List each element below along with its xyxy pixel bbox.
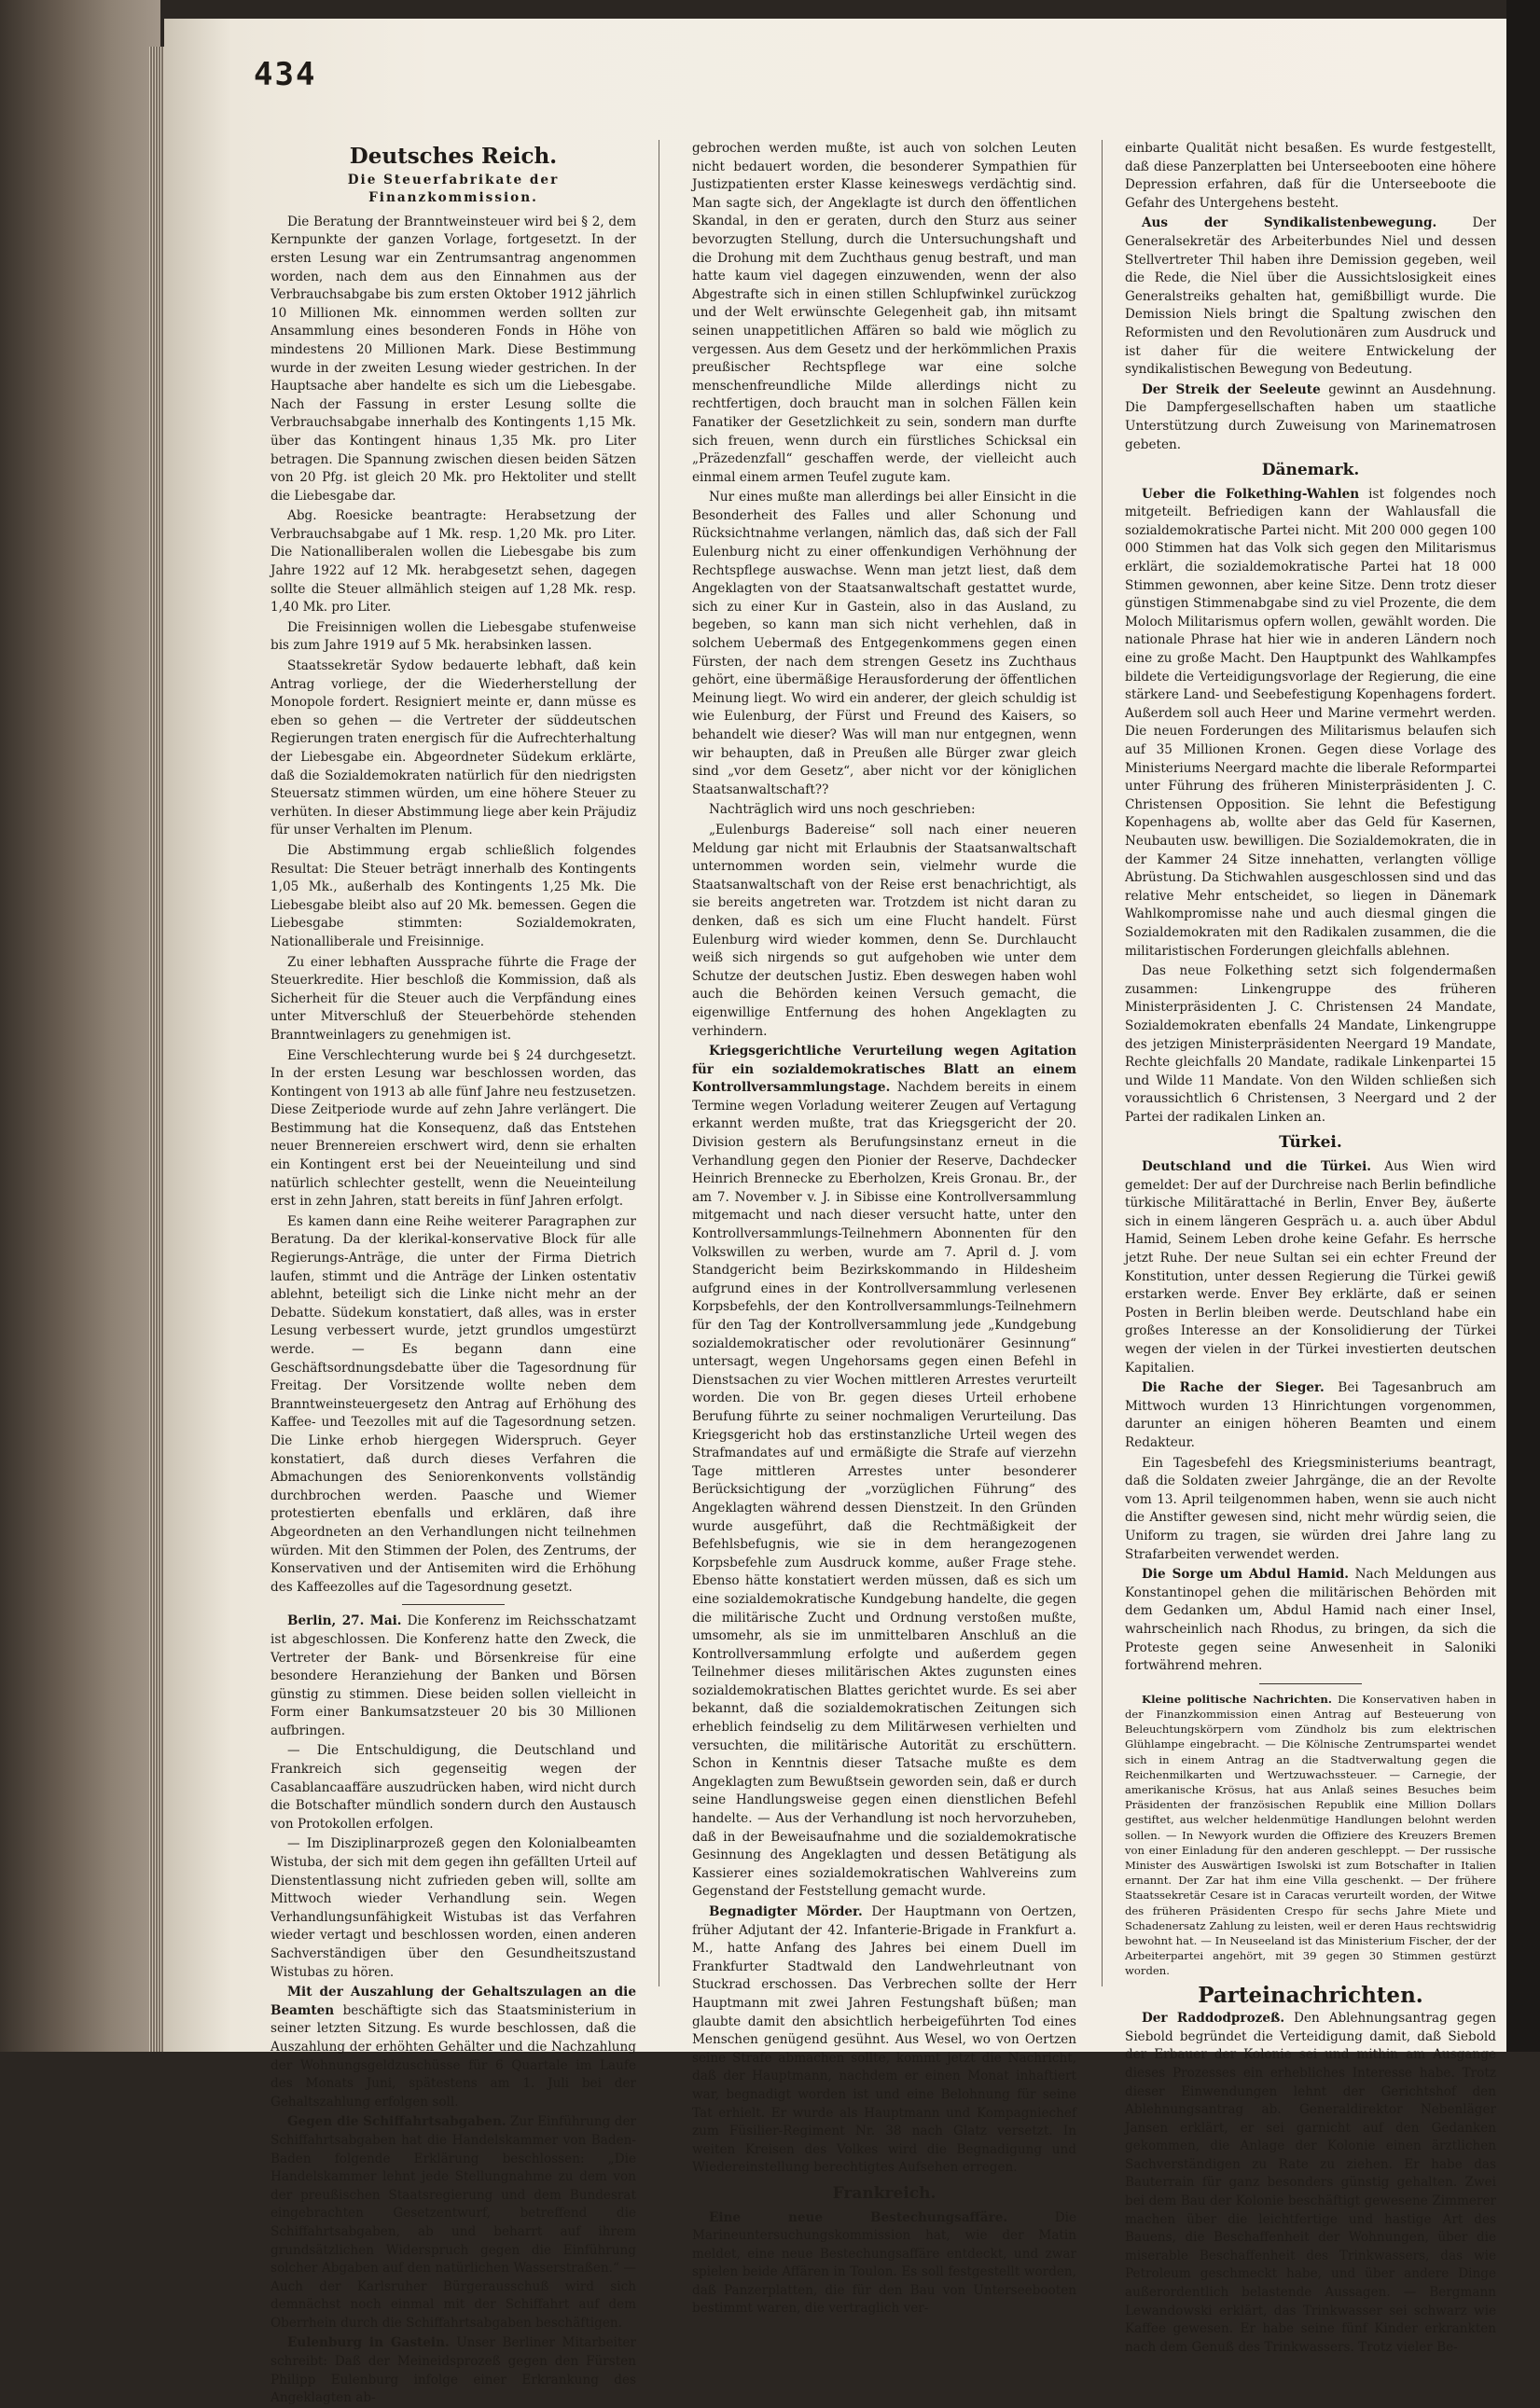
- paragraph: [271, 2334, 636, 2407]
- paragraph-text: Aus Wien wird gemeldet: Der auf der Durchreise nach Berlin befindliche türkische Militärattaché in Berlin, Enver Bey, äußerte sich in einem längeren Gespräch u. a. auch über Abdul Hamid, Seinem Leben drohe keine Gefahr. Es herrsche jetzt Ruhe. Der neue Sultan sei ein echter Freund der Konstitution, unter dessen Regierung die Türkei gewiß erstarken werde. Enver Bey erklärte, daß er seinen Posten in Berlin bleiben werde. Deutschland habe ein großes Interesse an der Konsolidierung der Türkei wegen der vielen in der Türkei investierten deutschen Kapitalien.: [1125, 1159, 1496, 1376]
- paragraph-text: ist folgendes noch mitgeteilt. Befriedigen kann der Wahlausfall die sozialdemokratische Partei nicht. Mit 200 000 gegen 100 000 Stimmen hat das Volk sich gegen den Militarismus erklärt, die sozialdemokratische Partei hat 18 000 Stimmen gewonnen, aber keine Sitze. Denn trotz dieser günstigen Stimmenabgabe sind zu viel Prozente, die dem Moloch Militarismus opfern wollen, gewählt worden. Die nationale Phrase hat hier wie in anderen Ländern noch eine zu große Macht. Den Hauptpunkt des Wahlkampfes bildete die Verteidigungsvorlage der Regierung, die eine stärkere Land- und Seebefestigung Kopenhagens fordert. Außerdem soll auch Heer und Marine vermehrt werden. Die neuen Forderungen des Militarismus belaufen sich auf 35 Millionen Kronen. Gegen diese Vorlage des Ministeriums Neergard machte die liberale Reformpartei unter Führung des früheren Ministerpräsidenten J. C. Christensen Opposition. Sie lehnt die Befestigung Kopenhagens ab, wollte aber das Geld für Kasernen, Neubauten usw. bewilligen. Die Sozialdemokraten, die in der Kammer 24 Sitze innehatten, verlangten völlige Abrüstung. Da Stichwahlen ausgeschlossen sind und das relative Mehr entscheidet, so liegen in Dänemark Wahlkompromisse nahe und auch diesmal gingen die Sozialdemokraten mit den Radikalen zusammen, die die militaristischen Forderungen gleichfalls ablehnen.: [1125, 486, 1496, 959]
- paragraph: „Eulenburgs Badereise“ soll nach einer neueren Meldung gar nicht mit Erlaubnis der Staatsanwaltschaft unternommen worden sein, vielmehr wurde die Staatsanwaltschaft von der Reise erst benachrichtigt, als sie bereits angetreten war. Trotzdem ist nicht daran zu denken, daß es sich um eine Flucht handelt. Fürst Eulenburg wird wieder kommen, denn Se. Durchlaucht weiß sich nirgends so gut aufgehoben wie unter dem Schutze der deutschen Justiz. Eben deswegen haben wohl auch die Behörden keinen Versuch gemacht, die eigenwillige Entfernung des hohen Angeklagten zu verhindern.: [692, 822, 1076, 1039]
- article-heading: Die Sorge um Abdul Hamid.: [1142, 1567, 1350, 1583]
- paragraph: Abg. Roesicke beantragte: Herabsetzung der Verbrauchsabgabe auf 1 Mk. resp. 1,20 Mk. pro Liter. Die Nationalliberalen wollen die Liebesgabe bis zum Jahre 1922 auf 12 Mk. herabgesetzt sehen, dagegen sollte die Steuer allmählich steigen auf 1,28 Mk. resp. 1,40 Mk. pro Liter.: [271, 508, 636, 616]
- paragraph-text: Bei Tagesanbruch am Mittwoch wurden 13 Hinrichtungen vorgenommen, darunter an einigen höheren Beamten und einem Redakteur.: [1125, 1380, 1496, 1450]
- paragraph-text: Der Hauptmann von Oertzen, früher Adjutant der 42. Infanterie-Brigade in Frankfurt a. M., hatte Anfang des Jahres bei einem Duell im Frankfurter Stadtwald den Landwehrleutnant von Stuckrad erschossen. Das Verbrechen sollte der Herr Hauptmann mit zwei Jahren Festungshaft büßen; man glaubte damit den absichtlich herbeigeführten Tod eines Menschen genügend gesühnt. Aus Wesel, wo von Oertzen seine Strafe abmachen sollte, kommt jetzt die Nachricht, daß der Hauptmann, nachdem er einen Monat inhaftiert war, begnadigt worden ist und eine Belohnung für seine Tat erhielt. Er wurde als Hauptmann und Kompagniechef zum Füsilier-Regiment Nr. 38 nach Glatz versetzt. In weiten Kreisen des Volkes wird die Begnadigung und Wiedereinstellung berechtigtes Aufsehen erregen.: [692, 1904, 1076, 2176]
- paragraph: [271, 1612, 636, 1740]
- article-heading: Der Raddodprozeß.: [1142, 2011, 1285, 2027]
- paragraph: Es kamen dann eine Reihe weiterer Paragraphen zur Beratung. Da der klerikal-konservative Block für alle Regierungs-Anträge, die unter der Firma Dietrich laufen, stimmt und die Anträge der Linken ostentativ ablehnt, beteiligt sich die Linke nicht mehr an der Debatte. Südekum konstatiert, daß alles, was in erster Lesung verbessert wurde, jetzt grundlos umgestürzt werde. — Es begann dann eine Geschäftsordnungsdebatte über die Tagesordnung für Freitag. Der Vorsitzende wollte neben dem Branntweinsteuergesetz den Antrag auf Erhöhung des Kaffee- und Teezolles mit auf die Tagesordnung setzen. Die Linke erhob hiergegen Widerspruch. Geyer konstatiert, daß durch dieses Verfahren die Abmachungen des Seniorenkonvents vollständig durchbrochen werden. Paasche und Wiemer protestierten ebenfalls und erklären, daß ihre Abgeordneten an den Verhandlungen nicht teilnehmen würden. Mit den Stimmen der Polen, des Zentrums, der Konservativen und der Antisemiten wird die Erhöhung des Kaffeezolles auf die Tagesordnung gesetzt.: [271, 1213, 636, 1595]
- paragraph: Zu einer lebhaften Aussprache führte die Frage der Steuerkredite. Hier beschloß die Kommission, daß als Sicherheit für die Steuer auch die Verpfändung eines unter Mitverschluß der Steuerbehörde stehenden Branntweinlagers zu genehmigen ist.: [271, 954, 636, 1043]
- paragraph: [1125, 486, 1496, 961]
- column-1: [271, 140, 636, 2406]
- paragraph-text: Der Generalsekretär des Arbeiterbundes Niel und dessen Stellvertreter Thil haben ihre Demission gegeben, weil die Rede, die Niel über die Aussichtslosigkeit eines Generalstreiks gehalten hat, gemißbilligt wurde. Die Demission Niels bringt die Spaltung zwischen den Reformisten und den Revolutionären zum Ausdruck und ist daher für die weitere Entwickelung der syndikalistischen Bewegung von Bedeutung.: [1125, 215, 1496, 378]
- paragraph: Die Beratung der Branntweinsteuer wird bei § 2, dem Kernpunkte der ganzen Vorlage, fortgesetzt. In der ersten Lesung war ein Zentrumsantrag angenommen worden, nach dem aus den Einnahmen aus der Verbrauchsabgabe bis zum ersten Oktober 1912 jährlich 10 Millionen Mk. einnommen werden sollten zur Ansammlung eines besonderen Fonds in Höhe von mindestens 20 Millionen Mark. Diese Bestimmung wurde in der zweiten Lesung wieder gestrichen. In der Hauptsache aber handelte es sich um die Liebesgabe. Nach der Fassung in erster Lesung sollte die Verbrauchsabgabe innerhalb des Kontingents 1,15 Mk. über das Kontingent hinaus 1,35 Mk. pro Liter betragen. Die Spannung zwischen diesen beiden Sätzen von 20 Pfg. ist gleich 20 Mk. pro Hektoliter und stellt die Liebesgabe dar.: [271, 214, 636, 504]
- dateline: Berlin, 27. Mai.: [287, 1613, 402, 1629]
- paragraph-text: Den Ablehnungsantrag gegen Siebold begründet die Verteidigung damit, daß Siebold der Erbauer der Kolonie sei und mithin am Ausgange dieses Prozesses ein erhebliches Interesse habe. Trotz dieser Einwendungen lehnt der Gerichtshof den Ablehnungsantrag ab. Generaldirektor Nebenläger Jansen erklärt, er sei garnicht auf den Gedanken gekommen, die Anlage der Kolonie einen ärztlichen Sachverständigen zu Rate zu ziehen. Er habe das Bauterrain für ganz besonders günstig gehalten. Zwei bei dem Bau der Kolonie beschäftigt gewesene Zimmerer machen über die leichtfertige und hastige Art des Bauens, die Beschaffenheit der Wohnungen, über die miserable Beschaffenheit des Trinkwassers, das wie Petroleum geschmeckt habe, und über andere Dinge außerordentlich belastende Aussagen. — Bergmann Lewandowski erklärt, das Trinkwasser sei schwarz wie Kaffee gewesen. Er habe seine fünf Kinder erkrankten nach dem Genuß des Trinkwassers. Trotz vieler Be-: [1125, 2011, 1497, 2355]
- paragraph: Staatssekretär Sydow bedauerte lebhaft, daß kein Antrag vorliege, der die Wiederherstellung der Monopole fordert. Resigniert meinte er, dann müsse es eben so gehen — die Vertreter der süddeutschen Regierungen traten energisch für die Aufrechterhaltung der Liebesgabe ein. Abgeordneter Südekum erklärte, daß die Sozialdemokraten natürlich für den niedrigsten Steuersatz stimmen würden, um eine höhere Steuer zu verhüten. In dieser Abstimmung liege aber kein Präjudiz für unser Verhalten im Plenum.: [271, 658, 636, 838]
- page-edge-dark: [1506, 0, 1540, 2052]
- paragraph-text: gewinnt an Ausdehnung. Die Dampfergesellschaften haben um staatliche Unterstützung durch Zuweisung von Marinematrosen gebeten.: [1125, 381, 1496, 452]
- paragraph: [271, 2113, 636, 2332]
- article-heading: Der Streik der Seeleute: [1142, 381, 1321, 397]
- book-spine: [0, 0, 160, 2052]
- article-heading: Deutschland und die Türkei.: [1142, 1159, 1372, 1175]
- article-heading: Kriegsgerichtliche Verurteilung wegen Agitation für ein sozialdemokratisches Blatt an einem Kontrollversammlungstage.: [692, 1044, 1076, 1096]
- article-title: Die Steuerfabrikate der Finanzkommission.: [347, 172, 560, 206]
- paragraph: — Die Entschuldigung, die Deutschland und Frankreich sich gegenseitig wegen der Casablancaaffäre auszudrücken haben, wird nicht durch die Botschafter mündlich sondern durch den Austausch von Protokollen erfolgen.: [271, 1743, 636, 1832]
- paragraph-text: Unser Berliner Mitarbeiter schreibt: Daß der Meineidsprozeß gegen den Fürsten Philipp Eulenburg infolge einer Erkrankung des Angeklagten ab-: [271, 2335, 636, 2406]
- section-heading: Deutsches Reich.: [349, 144, 558, 169]
- paragraph: Die Abstimmung ergab schließlich folgendes Resultat: Die Steuer beträgt innerhalb des Kontingents 1,05 Mk., außerhalb des Kontingents 1,25 Mk. Die Liebesgabe bleibt also auf 20 Mk. bemessen. Gegen die Liebesgabe stimmten: Sozialdemokraten, Nationalliberale und Freisinnige.: [271, 842, 636, 949]
- divider: [1259, 1683, 1362, 1684]
- paragraph: [1125, 1692, 1496, 1979]
- paragraph: [1125, 381, 1496, 454]
- page-edges: [149, 47, 164, 2052]
- paragraph: [692, 1043, 1076, 1902]
- paragraph-text: beschäftigte sich das Staatsministerium in seiner letzten Sitzung. Es wurde beschlossen, daß die Auszahlung der erhöhten Gehälter und die Nachzahlung der Wohnungsgeldzuschüsse für 6 Quartale im Laufe des Monats Juni, spätestens am 1. Juli bei der Gehaltszahlung erfolgen soll.: [271, 2002, 636, 2110]
- article-heading: Gegen die Schiffahrtsabgaben.: [287, 2114, 506, 2130]
- section-heading: Frankreich.: [832, 2183, 936, 2203]
- paragraph: [271, 1984, 636, 2111]
- paragraph: [1125, 2010, 1496, 2357]
- paragraph-text: Nachdem bereits in einem Termine wegen Vorladung weiterer Zeugen auf Vertagung erkannt werden mußte, trat das Kriegsgericht der 20. Division gestern als Berufungsinstanz erneut in die Verhandlung gegen den Pionier der Reserve, Dachdecker Heinrich Brennecke zu Eberholzen, Kreis Gronau. Br., der am 7. November v. J. in Sibisse eine Kontrollversammlung mitgemacht und nach dieser versucht hatte, unter den Kontrollversammlungs-Teilnehmern Abonnenten für den Volkswillen zu werben, wurde am 7. April d. J. vom Standgericht beim Bezirkskommando in Hildesheim aufgrund eines in der Kontrollversammlung verlesenen Korpsbefehls, der den Kontrollversammlungs-Teilnehmern für den Tag der Kontrollversammlung jede „Kundgebung sozialdemokratischer oder revolutionärer Gesinnung“ untersagt, wegen Ungehorsams gegen einen Befehl in Dienstsachen zu vier Wochen mittleren Arrestes verurteilt worden. Die von Br. gegen dieses Urteil erhobene Berufung führte zu seiner nochmaligen Verurteilung. Das Kriegsgericht hob das erstinstanzliche Urteil wegen des Strafmandates auf und ermäßigte die Strafe auf vierzehn Tage mittleren Arrestes unter besonderer Berücksichtigung der „vorzüglichen Führung“ des Angeklagten während dessen Dienstzeit. In den Gründen wurde ausgeführt, daß die Rechtmäßigkeit der Befehlsbefugnis, wie sie in dem herangezogenen Korpsbefehle zum Ausdruck komme, außer Frage stehe. Ebenso hätte konstatiert werden müssen, daß es sich um eine sozialdemokratische Kundgebung handelte, die gegen die militärische Zucht und Ordnung verstoßen mußte, umsomehr, als sie im unmittelbaren Anschluß an die Kontrollversammlung erfolgte und außerdem gegen Teilnehmer dieses militärischen Aktes zugunsten eines sozialdemokratischen Blattes gerichtet wurde. Es sei aber bekannt, daß die sozialdemokratischen Zeitungen sich erheblich feindselig zu dem Militärwesen verhielten und versuchten, die militärische Autorität zu erschüttern. Schon in Kenntnis dieser Tatsache mußte es dem Angeklagten zum Bewußtsein geworden sein, daß er durch seine Handlungsweise gegen einen dienstlichen Befehl handelte. — Aus der Verhandlung ist noch hervorzuheben, daß in der Beweisaufnahme und die sozialdemokratische Gesinnung des Angeklagten und dessen Betätigung als Kassierer eines sozialdemokratischen Wahlvereins zum Gegenstand der Feststellung gemacht wurde.: [692, 1080, 1076, 1900]
- paragraph: Eine Verschlechterung wurde bei § 24 durchgesetzt. In der ersten Lesung war beschlossen worden, das Kontingent von 1913 ab alle fünf Jahre neu festzusetzen. Diese Zeitperiode wurde auf zehn Jahre verlängert. Die Bestimmung hat die Konsequenz, daß das Entstehen neuer Brennereien erschwert wird, denn sie erhalten ein Kontingent erst bei der Neueinteilung und sind natürlich schlechter gestellt, wenn die Neueinteilung erst in zehn Jahren, statt bereits in fünf Jahren erfolgt.: [271, 1047, 636, 1210]
- column-3: [1125, 140, 1497, 2355]
- column-rule: [1102, 140, 1103, 1986]
- paragraph-text: Die Konferenz im Reichsschatzamt ist abgeschlossen. Die Konferenz hatte den Zweck, die Vertreter der Bank- und Börsenkreise für eine besondere Heranziehung der Banken und Börsen günstig zu stimmen. Diese beiden sollen vielleicht in Form einer Bankumsatzsteuer 20 bis 30 Millionen aufbringen.: [271, 1613, 636, 1738]
- newspaper-page: [164, 19, 1507, 2406]
- article-heading: Ueber die Folkething-Wahlen: [1142, 486, 1360, 502]
- section-heading: Türkei.: [1279, 1133, 1342, 1153]
- paragraph: Nur eines mußte man allerdings bei aller Einsicht in die Besonderheit des Falles und aller Schonung und Rücksichtnahme verlangen, nämlich das, daß sich der Fall Eulenburg nicht zu einer offenkundigen Verhöhnung der Rechtspflege auswachse. Wenn man jetzt liest, daß dem Angeklagten von der Staatsanwaltschaft gestattet wurde, sich zu einer Kur in Gastein, also in das Ausland, zu begeben, so kann man sich nicht verhehlen, daß in solchem Uebermaß des Entgegenkommens gegen einen Fürsten, der nach dem strengen Gesetz ins Zuchthaus gehört, eine übermäßige Herausforderung der öffentlichen Meinung liegt. Wo wird ein anderer, der gleich schuldig ist wie Eulenburg, der Fürst und Freund des Kaisers, so behandelt wie dieser? Was will man nur entgegnen, wenn wir behaupten, daß in Preußen alle Bürger zwar gleich sind „vor dem Gesetz“, aber nicht vor der königlichen Staatsanwaltschaft??: [692, 490, 1076, 797]
- paragraph-text: Nach Meldungen aus Konstantinopel gehen die militärischen Behörden mit dem Gedanken um, Abdul Hamid nach einer Insel, wahrscheinlich nach Rhodus, zu bringen, da sich die Proteste gegen seine Anwesenheit in Saloniki fortwährend mehren.: [1125, 1567, 1496, 1674]
- paragraph-text: Die Konservativen haben in der Finanzkommission einen Antrag auf Besteuerung von Beleuchtungskörpern vom Zündholz bis zum elektrischen Glühlampe eingebracht. — Die Kölnische Zentrumspartei wendet sich in einem Antrag an die Stadtverwaltung gegen die Reichenmilkarten und Wertzuwachssteuer. — Carnegie, der amerikanische Krösus, hat aus Anlaß seines Besuches beim Präsidenten der französischen Republik eine Million Dollars gestiftet, aus welcher heldenmütige Handlungen belohnt werden sollen. — In Newyork wurden die Offiziere des Kreuzers Bremen von einer Einladung für den anderen geschleppt. — Der russische Minister des Auswärtigen Iswolski ist zum Botschafter in Italien ernannt. Der Zar hat ihm eine Villa geschenkt. — Der frühere Staatssekretär Cesare ist in Caracas verurteilt worden, der Witwe des früheren Präsidenten Crespo für sechs Jahre Miete und Schadenersatz Zahlung zu leisten, weil er deren Haus rechtswidrig bewohnt hat. — In Neuseeland ist das Ministerium Fischer, der der Arbeiterpartei angehört, mit 39 gegen 30 Stimmen gestürzt worden.: [1125, 1692, 1496, 1978]
- paragraph: einbarte Qualität nicht besaßen. Es wurde festgestellt, daß diese Panzerplatten bei Unterseebooten eine höhere Depression erfahren, daß für die Unterseeboote die Gefahr des Untergehens besteht.: [1125, 141, 1496, 211]
- paragraph: [1125, 215, 1496, 379]
- article-heading: Aus der Syndikalistenbewegung.: [1142, 215, 1437, 231]
- article-heading: Mit der Auszahlung der Gehaltszulagen an die Beamten: [271, 1985, 636, 2018]
- column-2: [692, 140, 1076, 2317]
- paragraph: Nachträglich wird uns noch geschrieben:: [709, 802, 976, 818]
- paragraph: [1125, 1566, 1496, 1676]
- article-heading: Begnadigter Mörder.: [709, 1904, 863, 1919]
- paragraph: [1125, 1158, 1496, 1377]
- article-heading: Eulenburg in Gastein.: [287, 2335, 450, 2351]
- paragraph: — Im Disziplinarprozeß gegen den Kolonialbeamten Wistuba, der sich mit dem gegen ihn gefällten Urteil auf Dienstentlassung nicht zufrieden geben will, sollte am Mittwoch wieder Verhandlung sein. Wegen Verhandlungsunfähigkeit Wistubas ist das Verfahren wieder vertagt und beschlossen worden, einen anderen Sachverständigen über den Gesundheitszustand Wistubas zu hören.: [271, 1836, 636, 1980]
- paragraph: [692, 2209, 1076, 2319]
- paragraph: [1125, 1379, 1496, 1452]
- article-heading: Eine neue Bestechungsaffäre.: [709, 2209, 1008, 2225]
- paragraph: Das neue Folkething setzt sich folgendermaßen zusammen: Linkengruppe des früheren Ministerpräsidenten J. C. Christensen 24 Mandate, Sozialdemokraten ebenfalls 24 Mandate, Linkengruppe des jetzigen Ministerpräsidenten Neergard 19 Mandate, Rechte gleichfalls 20 Mandate, radikale Linkenpartei 15 und Wilde 11 Mandate. Von den Wilden schließen sich voraussichtlich 6 Christensen, 3 Neergard und 2 der Partei der radikalen Linken an.: [1125, 963, 1496, 1125]
- paragraph-text: Die Marineuntersuchungskommission hat, wie der Matin meldet, eine neue Bestechungsaffäre entdeckt, und zwar spielen beide Affären in Toulon. Es soll festgestellt worden, daß Panzerplatten, die für den Bau von Unterseebooten bestimmt waren, die vertraglich ver-: [692, 2209, 1076, 2317]
- paragraph-text: Zur Einführung der Schiffahrtsabgaben hat die Handelskammer von Baden-Baden folgende Erklärung beschlossen: „Die Handelskammer lehnt jede Stellungnahme zu dem von der preußischen Staatsregierung und dem Bundesrat eingebrachten Gesetzentwurf, betreffend die Schiffahrtsabgaben, ab und beharrt auf ihrem grundsätzlichen Widerspruch gegen die Einführung solcher Abgaben auf den natürlichen Wasserstraßen.“ — Auch der Karlsruher Bürgerausschuß wird sich demnächst noch einmal mit der Schiffahrt auf dem Oberrhein durch die Schiffahrtsabgaben beschäftigen.: [271, 2114, 636, 2331]
- divider: [402, 1604, 505, 1605]
- paragraph: [692, 1903, 1076, 2178]
- article-heading: Kleine politische Nachrichten.: [1142, 1692, 1332, 1706]
- paragraph: gebrochen werden mußte, ist auch von solchen Leuten nicht bedauert worden, die besonderer Sympathien für Justizpatienten erster Klasse keineswegs verdächtig sind. Man sagte sich, der Angeklagte ist durch den öffentlichen Skandal, in den er geraten, durch den Sturz aus seiner bevorzugten Stellung, durch die Untersuchungshaft und die Drohung mit dem Zuchthaus genug bestraft, und man hatte kaum viel dagegen einzuwenden, wenn der also Abgestrafte sich in einen stillen Schlupfwinkel zurückzog und der Welt erwünschte Gelegenheit gab, ihn mitsamt seinen unappetitlichen Affären so bald wie möglich zu vergessen. Aus dem Gesetz und der herkömmlichen Praxis preußischer Rechtspflege war eine solche menschenfreundliche Milde allerdings nicht zu rechtfertigen, doch braucht man in solchen Fällen kein Fanatiker der Gesetzlichkeit zu sein, sondern man durfte sich freuen, wenn durch ein fürstliches Schicksal ein „Präzedenzfall“ geschaffen werde, der vielleicht auch einmal einem armen Teufel zugute kam.: [692, 141, 1076, 485]
- section-heading: Dänemark.: [1261, 461, 1360, 480]
- article-heading: Die Rache der Sieger.: [1142, 1380, 1325, 1396]
- paragraph: Ein Tagesbefehl des Kriegsministeriums beantragt, daß die Soldaten zweier Jahrgänge, die an der Revolte vom 13. April teilgenommen haben, wenn sie auch nicht die Anstifter gewesen sind, nicht mehr würdig seien, die Uniform zu tragen, sie würden drei Jahre lang zu Strafarbeiten verwendet werden.: [1125, 1455, 1496, 1562]
- paragraph: Die Freisinnigen wollen die Liebesgabe stufenweise bis zum Jahre 1919 auf 5 Mk. herabsinken lassen.: [271, 619, 636, 654]
- page-number: 434: [254, 56, 317, 93]
- section-heading: Parteinachrichten.: [1198, 1982, 1423, 2008]
